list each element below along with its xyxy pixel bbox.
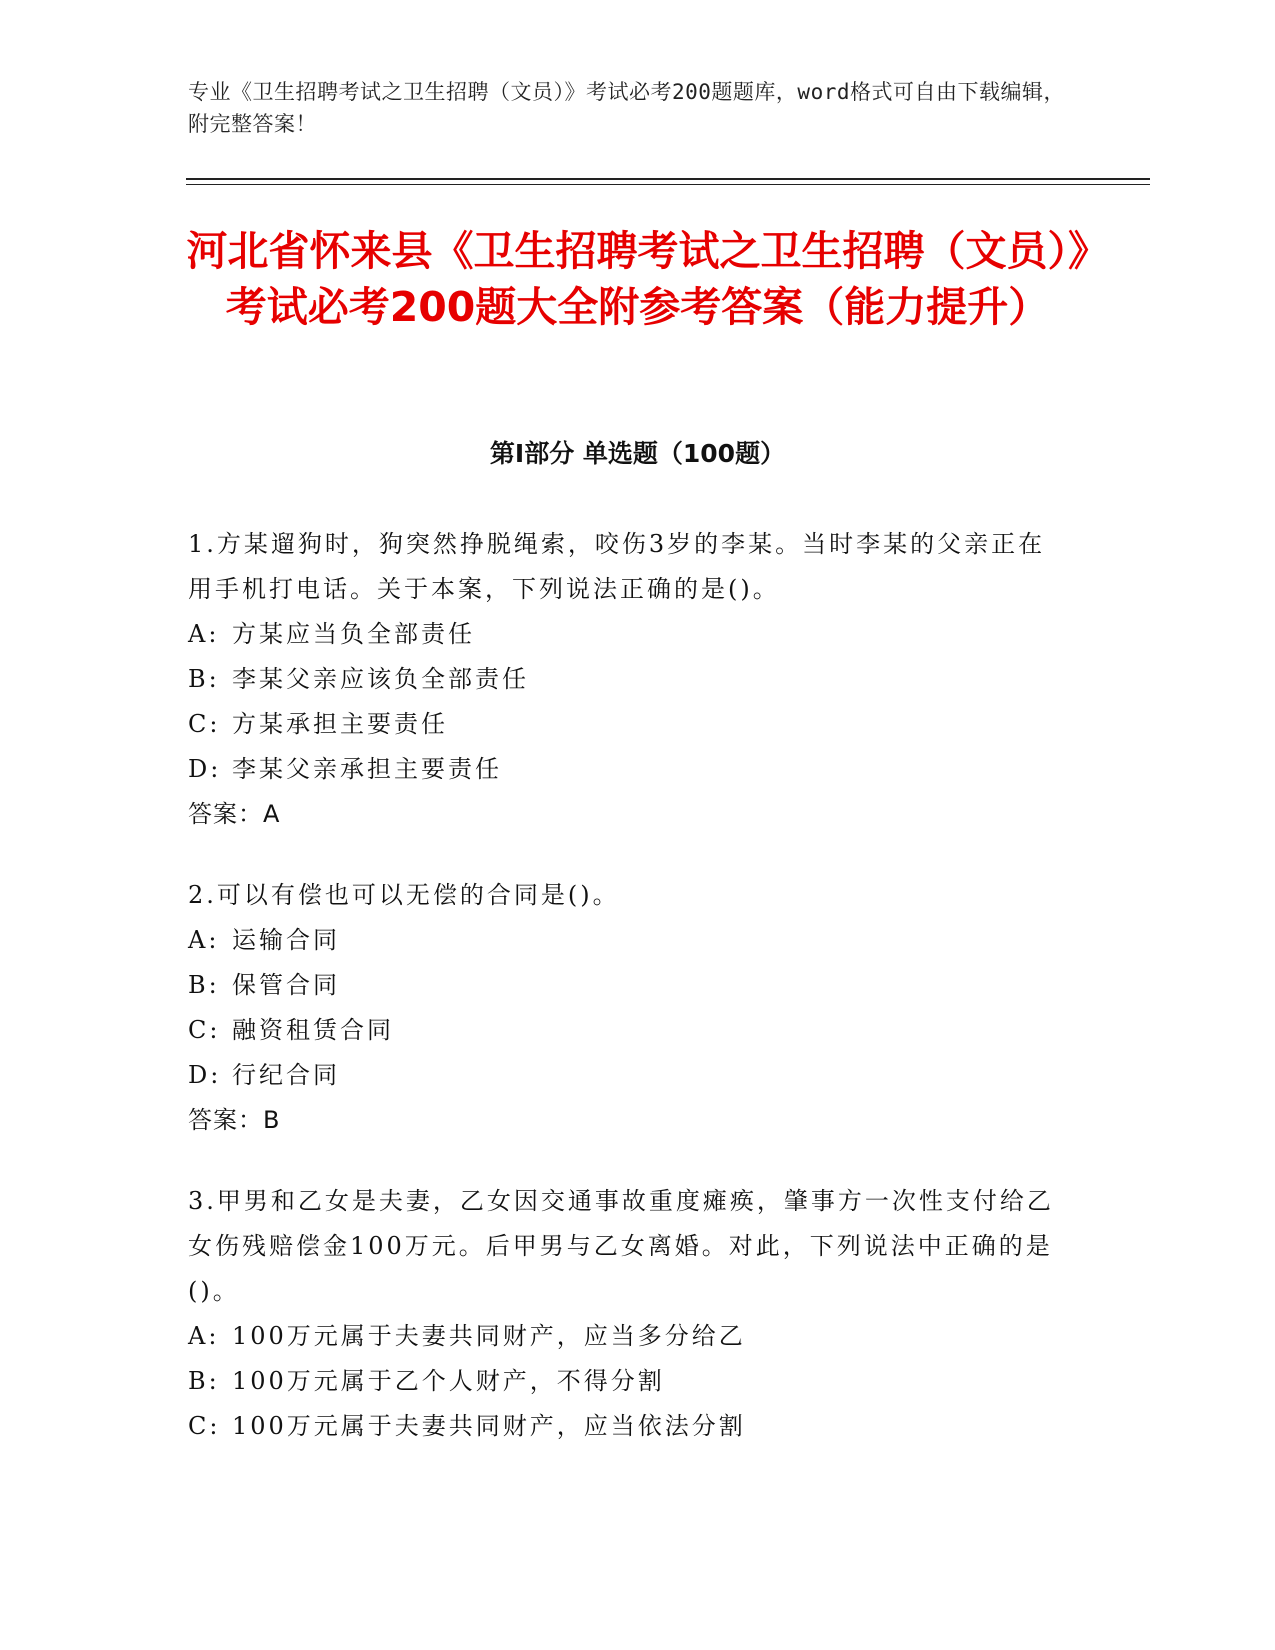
question-text: 1.方某遛狗时，狗突然挣脱绳索，咬伤3岁的李某。当时李某的父亲正在用手机打电话。关于本案，下列说法正确的是()。 [188, 530, 1046, 603]
option-letter: C: [188, 1412, 221, 1440]
answer: 答案：A [188, 800, 281, 828]
header-rule-thick [186, 178, 1150, 180]
option-a [188, 918, 1068, 963]
option-b [188, 1359, 1068, 1404]
option-letter: C: [188, 1016, 221, 1044]
option-c [188, 1008, 1068, 1053]
document-title: 河北省怀来县《卫生招聘考试之卫生招聘（文员）》考试必考200题大全附参考答案（能力提升） [186, 227, 1089, 331]
option-letter: C: [188, 710, 221, 738]
option-a [188, 1314, 1068, 1359]
header-rule-thin [186, 184, 1150, 185]
question-3 [188, 1179, 1068, 1449]
option-d [188, 1053, 1068, 1098]
option-text: 100万元属于夫妻共同财产，应当多分给乙 [232, 1322, 746, 1350]
option-text: 方某承担主要责任 [232, 710, 448, 738]
option-letter: A: [188, 926, 220, 954]
option-b [188, 657, 1068, 702]
option-letter: B: [188, 665, 220, 693]
option-c [188, 1404, 1068, 1449]
option-letter: D: [188, 755, 222, 783]
option-letter: A: [188, 620, 220, 648]
answer: 答案：B [188, 1106, 281, 1134]
section-title: 第I部分 单选题（100题） [489, 439, 786, 468]
option-d [188, 747, 1068, 792]
question-text: 2.可以有偿也可以无偿的合同是()。 [188, 881, 620, 909]
option-a [188, 612, 1068, 657]
option-text: 保管合同 [232, 971, 340, 999]
option-b [188, 963, 1068, 1008]
question-2 [188, 873, 1068, 1143]
header-note: 专业《卫生招聘考试之卫生招聘（文员）》考试必考200题题库，word格式可自由下载编辑，附完整答案！ [188, 80, 1065, 136]
option-text: 运输合同 [232, 926, 340, 954]
option-letter: D: [188, 1061, 222, 1089]
option-text: 100万元属于乙个人财产，不得分割 [232, 1367, 665, 1395]
option-letter: B: [188, 1367, 220, 1395]
option-letter: B: [188, 971, 220, 999]
question-list [188, 522, 1068, 1485]
option-text: 李某父亲应该负全部责任 [232, 665, 529, 693]
option-text: 100万元属于夫妻共同财产，应当依法分割 [232, 1412, 746, 1440]
option-c [188, 702, 1068, 747]
option-text: 方某应当负全部责任 [232, 620, 475, 648]
option-text: 李某父亲承担主要责任 [232, 755, 502, 783]
question-1 [188, 522, 1068, 837]
option-text: 融资租赁合同 [232, 1016, 394, 1044]
option-letter: A: [188, 1322, 220, 1350]
option-text: 行纪合同 [232, 1061, 340, 1089]
question-text: 3.甲男和乙女是夫妻，乙女因交通事故重度瘫痪，肇事方一次性支付给乙女伤残赔偿金100万元。后甲男与乙女离婚。对此，下列说法中正确的是()。 [188, 1187, 1054, 1305]
